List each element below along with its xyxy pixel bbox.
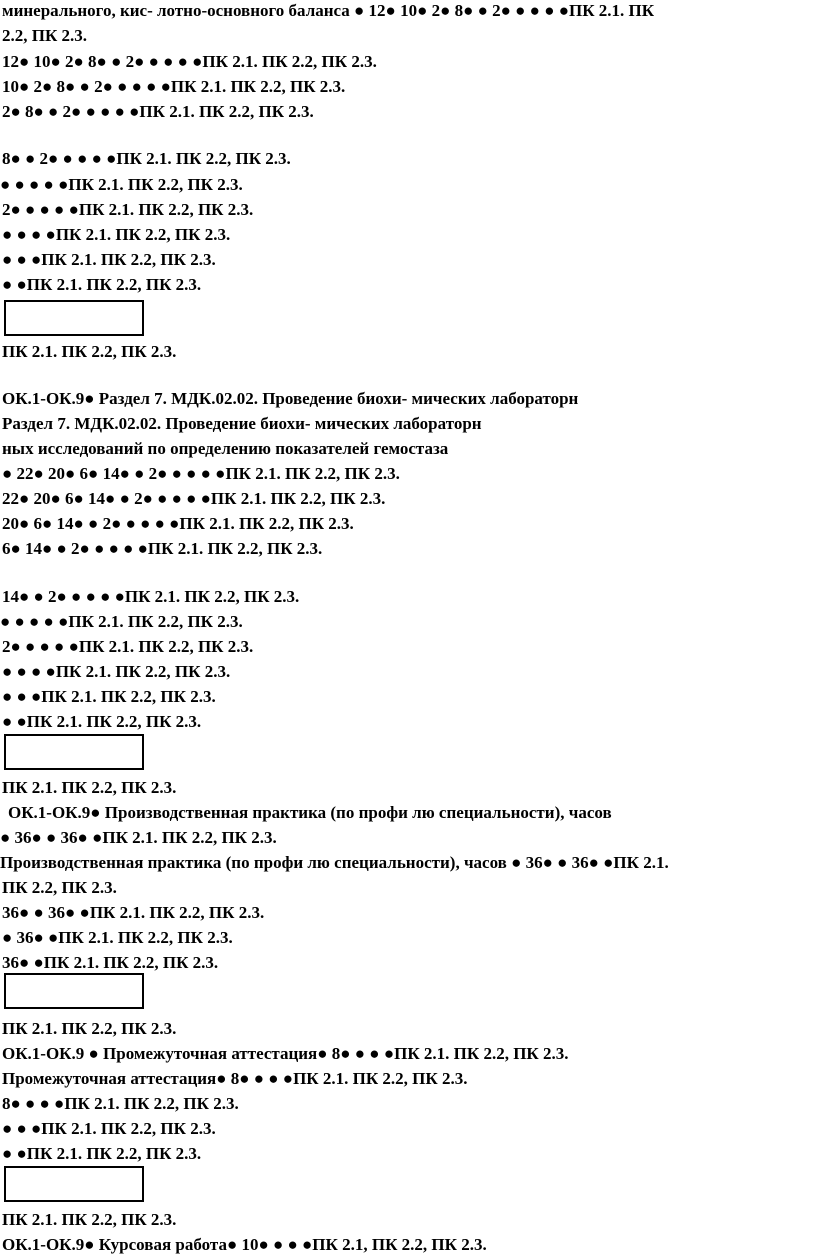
text-line: ПК 2.1. ПК 2.2, ПК 2.3. (2, 1210, 177, 1229)
text-line: ОК.1-ОК.9● Производственная практика (по профи лю специальности), часов (8, 803, 612, 822)
text-line: ● ● ● ●ПК 2.1. ПК 2.2, ПК 2.3. (2, 662, 231, 681)
text-line: минерального, кис- лотно-основного баланса ● 12● 10● 2● 8● ● 2● ● ● ● ●ПК 2.1. ПК (2, 1, 655, 20)
text-line: Промежуточная аттестация● 8● ● ● ●ПК 2.1. ПК 2.2, ПК 2.3. (2, 1069, 468, 1088)
text-line: 22● 20● 6● 14● ● 2● ● ● ● ●ПК 2.1. ПК 2.2, ПК 2.3. (2, 489, 386, 508)
text-line: 2● ● ● ● ●ПК 2.1. ПК 2.2, ПК 2.3. (2, 637, 254, 656)
empty-cell-box (4, 1166, 144, 1202)
text-line: 12● 10● 2● 8● ● 2● ● ● ● ●ПК 2.1. ПК 2.2, ПК 2.3. (2, 52, 377, 71)
text-line: 10● 2● 8● ● 2● ● ● ● ●ПК 2.1. ПК 2.2, ПК 2.3. (2, 77, 346, 96)
text-line: ПК 2.1. ПК 2.2, ПК 2.3. (2, 778, 177, 797)
text-line: 14● ● 2● ● ● ● ●ПК 2.1. ПК 2.2, ПК 2.3. (2, 587, 300, 606)
text-line: ● ● ●ПК 2.1. ПК 2.2, ПК 2.3. (2, 250, 216, 269)
text-line: ● 36● ● 36● ●ПК 2.1. ПК 2.2, ПК 2.3. (0, 828, 277, 847)
empty-cell-box (4, 973, 144, 1009)
text-line: ОК.1-ОК.9● Курсовая работа● 10● ● ● ●ПК 2.1, ПК 2.2, ПК 2.3. (2, 1235, 487, 1254)
text-line: ПК 2.1. ПК 2.2, ПК 2.3. (2, 1019, 177, 1038)
text-line: 8● ● ● ●ПК 2.1. ПК 2.2, ПК 2.3. (2, 1094, 239, 1113)
text-line: ПК 2.1. ПК 2.2, ПК 2.3. (2, 342, 177, 361)
text-line: 8● ● 2● ● ● ● ●ПК 2.1. ПК 2.2, ПК 2.3. (2, 149, 291, 168)
text-line: 6● 14● ● 2● ● ● ● ●ПК 2.1. ПК 2.2, ПК 2.3. (2, 539, 323, 558)
text-line: ● ●ПК 2.1. ПК 2.2, ПК 2.3. (2, 275, 202, 294)
text-line: Производственная практика (по профи лю специальности), часов ● 36● ● 36● ●ПК 2.1. (0, 853, 669, 872)
text-line: ● ● ● ● ●ПК 2.1. ПК 2.2, ПК 2.3. (0, 175, 243, 194)
text-line: ОК.1-ОК.9 ● Промежуточная аттестация● 8● ● ● ●ПК 2.1. ПК 2.2, ПК 2.3. (2, 1044, 569, 1063)
text-line: 2● 8● ● 2● ● ● ● ●ПК 2.1. ПК 2.2, ПК 2.3. (2, 102, 314, 121)
text-line: ПК 2.2, ПК 2.3. (2, 878, 117, 897)
text-line: ● 22● 20● 6● 14● ● 2● ● ● ● ●ПК 2.1. ПК 2.2, ПК 2.3. (2, 464, 400, 483)
text-line: 2.2, ПК 2.3. (2, 26, 88, 45)
text-line: ● ● ●ПК 2.1. ПК 2.2, ПК 2.3. (2, 1119, 216, 1138)
text-line: ных исследований по определению показателей гемостаза (2, 439, 449, 458)
text-line: 36● ●ПК 2.1. ПК 2.2, ПК 2.3. (2, 953, 219, 972)
empty-cell-box (4, 734, 144, 770)
text-line: ● ● ● ● ●ПК 2.1. ПК 2.2, ПК 2.3. (0, 612, 243, 631)
text-line: 20● 6● 14● ● 2● ● ● ● ●ПК 2.1. ПК 2.2, ПК 2.3. (2, 514, 354, 533)
text-line: 2● ● ● ● ●ПК 2.1. ПК 2.2, ПК 2.3. (2, 200, 254, 219)
text-line: ● ● ●ПК 2.1. ПК 2.2, ПК 2.3. (2, 687, 216, 706)
text-line: ОК.1-ОК.9● Раздел 7. МДК.02.02. Проведение биохи- мических лабораторн (2, 389, 579, 408)
text-line: ● 36● ●ПК 2.1. ПК 2.2, ПК 2.3. (2, 928, 233, 947)
text-line: ● ●ПК 2.1. ПК 2.2, ПК 2.3. (2, 712, 202, 731)
text-line: ● ● ● ●ПК 2.1. ПК 2.2, ПК 2.3. (2, 225, 231, 244)
text-line: 36● ● 36● ●ПК 2.1. ПК 2.2, ПК 2.3. (2, 903, 265, 922)
text-line: Раздел 7. МДК.02.02. Проведение биохи- мических лабораторн (2, 414, 482, 433)
empty-cell-box (4, 300, 144, 336)
text-line: ● ●ПК 2.1. ПК 2.2, ПК 2.3. (2, 1144, 202, 1163)
